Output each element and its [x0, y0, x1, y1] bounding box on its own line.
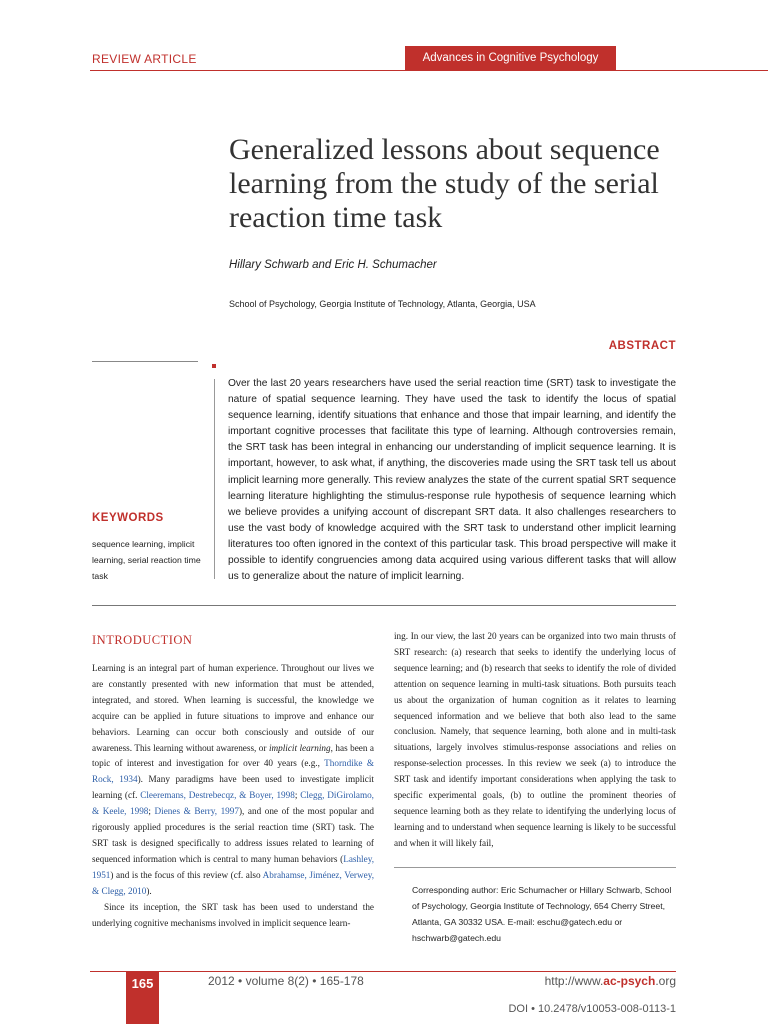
intro-paragraph-2: Since its inception, the SRT task has been used to understand the underlying cognitive mechanisms involved in implicit sequence learn-: [92, 901, 374, 928]
footnote-rule: [394, 867, 676, 868]
citation-dienes[interactable]: Dienes & Berry, 1997: [154, 806, 239, 817]
citation-lashley[interactable]: Lashley, 1951: [92, 853, 374, 880]
corresponding-author-footnote: Corresponding author: Eric Schumacher or Hillary Schwarb, School of Psychology, Georgia Institute of Technology, 654 Cherry Street, Atlanta, GA 30332 USA. E-mail: eschu@gatech.edu or hschwarb@gatech.edu: [412, 885, 672, 943]
authors: Hillary Schwarb and Eric H. Schumacher: [229, 259, 437, 271]
citation-clegg[interactable]: Clegg, DiGirolamo, & Keele, 1998: [92, 790, 374, 817]
right-column: [394, 629, 676, 852]
abstract-heading: ABSTRACT: [608, 340, 676, 352]
journal-url[interactable]: http://www.ac-psych.org: [544, 974, 676, 988]
journal-name-band: [405, 46, 616, 70]
citation-cleeremans[interactable]: Cleeremans, Destrebecqz, & Boyer, 1998: [140, 790, 295, 801]
article-type-label: REVIEW ARTICLE: [92, 52, 197, 66]
footer-rule: [90, 971, 676, 972]
intro-paragraph-1: Learning is an integral part of human experience. Throughout our lives we are constantly presented with new information that must be attended, integrated, and stored. When learning is successful, the knowledge we acquire can be applied in future situations to improve and enhance our behaviors. Learning can occur both consciously and outside of our awareness. This learning without awareness, or implicit learning, has been a topic of interest and investigation for over 40 years (e.g., Thorndike & Rock, 1934). Many paradigms have been used to investigate implicit learning (cf. Cleeremans, Destrebecqz, & Boyer, 1998; Clegg, DiGirolamo, & Keele, 1998; Dienes & Berry, 1997), and one of the most popular and rigorously applied procedures is the serial reaction time (SRT) task. The SRT task is designed specifically to address issues related to learning of sequenced information which is central to many human behaviors (Lashley, 1951) and is the focus of this review (cf. also Abrahamse, Jiménez, Verwey, & Clegg, 2010).: [92, 663, 375, 896]
abstract-body: Over the last 20 years researchers have used the serial reaction time (SRT) task to investigate the nature of spatial sequence learning. They have used the task to identify the locus of spatial sequence learning, identify situations that enhance and those that impair learning, and identify the important cognitive processes that facilitate this type of learning. Although controversies remain, the SRT task has been integral in enhancing our understanding of implicit sequence learning. It is important, however, to ask what, if anything, the discoveries made using the SRT task tell us about implicit learning more generally. This review analyzes the state of the current spatial SRT sequence learning literature highlighting the stimulus-response rule hypothesis of sequence learning which we believe provides a unifying account of discrepant SRT data. It also challenges researchers to use the vast body of knowledge acquired with the SRT task to understand other implicit learning literatures too often ignored in the context of this particular task. This broad perspective will make it possible to identify congruencies among data acquired using various different tasks that will allow us to generalize about the nature of implicit learning.: [228, 378, 676, 583]
abstract-divider: [214, 379, 215, 579]
left-short-rule: [92, 361, 198, 362]
section-rule: [92, 605, 676, 606]
affiliation: School of Psychology, Georgia Institute of Technology, Atlanta, Georgia, USA: [229, 299, 536, 309]
intro-paragraph-continued: ing. In our view, the last 20 years can be organized into two main thrusts of SRT research: (a) research that seeks to identify the underlying locus of sequence learning; and (b) research that seeks to identify the role of divided attention on sequence learning in multi-task situations. Both pursuits teach us about the organization of human cognition as it relates to learning sequenced information and we believe that both also lead to the same conclusion. Namely, that sequence learning, both alone and in multi-task situations, largely involves stimulus-response associations and relies on response-selection processes. In this review we seek (a) to introduce the SRT task and identify important considerations when applying the task to specific experimental goals, (b) to outline the prominent theories of sequence learning both as they relate to identifying the underlying locus of learning and to understand when sequence learning is likely to be successful and when it will likely fail,: [394, 631, 676, 848]
introduction-heading: INTRODUCTION: [92, 633, 193, 647]
keywords-heading: KEYWORDS: [92, 512, 164, 524]
keywords-text: sequence learning, implicit learning, serial reaction time task: [92, 539, 201, 581]
journal-name: Advances in Cognitive Psychology: [422, 52, 599, 64]
page-number: 165: [126, 971, 159, 1024]
red-marker: [212, 364, 216, 368]
header-rule: [90, 70, 768, 71]
paper-title: Generalized lessons about sequence learning from the study of the serial reaction time task: [229, 133, 660, 234]
left-column: [92, 661, 374, 931]
citation-thorndike[interactable]: Thorndike & Rock, 1934: [92, 758, 375, 785]
volume-info: 2012 • volume 8(2) • 165-178: [208, 974, 364, 988]
citation-abrahamse[interactable]: Abrahamse, Jiménez, Verwey, & Clegg, 2010: [92, 869, 374, 896]
doi: DOI • 10.2478/v10053-008-0113-1: [508, 1003, 676, 1015]
